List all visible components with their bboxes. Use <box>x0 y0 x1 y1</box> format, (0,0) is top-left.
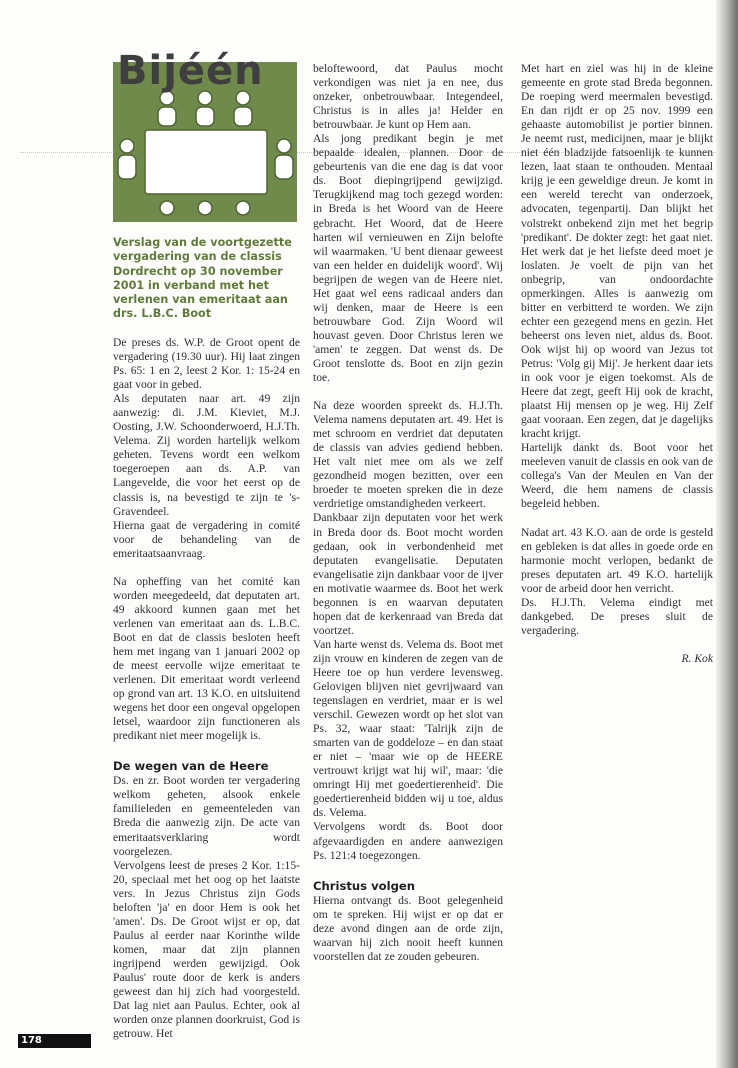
text-column-3 <box>521 62 713 666</box>
paragraph: Vervolgens leest de preses 2 Kor. 1:15-20, speciaal met het oog op het laatste vers. In Jezus Christus zijn Gods beloften 'ja' en door Hem is ook het 'amen'. Ds. De Groot wijst er op, dat Paulus al eerder naar Korinthe wilde komen, maar dat zijn plannen ingrijpend werden gewijzigd. Ook Paulus' route door de kerk is anders geweest dan hij zich had voorgesteld. Dat lag niet aan Paulus. Echter, ook al worden onze plannen doorkruist, God is getrouw. Het <box>113 858 300 1041</box>
page-edge-shadow <box>716 0 738 1068</box>
article-subtitle: Verslag van de voortgezette vergadering van de classis Dordrecht op 30 november 2001 in verband met het verlenen van emeritaat aan drs. L.B.C. Boot <box>113 236 292 321</box>
paragraph: Vervolgens wordt ds. Boot door afgevaardigden en andere aanwezigen Ps. 121:4 toegezongen. <box>313 820 503 862</box>
paragraph: Na deze woorden spreekt ds. H.J.Th. Velema namens deputaten art. 49. Het is met schroom en verdriet dat deputaten de classis van advies gediend hebben. Het valt niet mee om als we zelf gezondheid mogen bezitten, over een broeder te moeten spreken die in deze verdrietige omstandigheden verkeert. <box>313 399 503 511</box>
paragraph: Hierna ontvangt ds. Boot gelegenheid om te spreken. Hij wijst er op dat er deze avond dingen aan de orde zijn, waarvan hij zich nooit heeft kunnen voorstellen dat ze zouden gebeuren. <box>313 893 503 963</box>
paragraph: Dankbaar zijn deputaten voor het werk in Breda door ds. Boot mocht worden gedaan, ook in verbondenheid met deputaten evangelisatie. Deputaten evangelisatie zijn dankbaar voor de ijver en motivatie waarmee ds. Boot het werk begonnen is en waarvan deputaten hopen dat de kerkenraad van Breda dat voortzet. <box>313 511 503 637</box>
text-column-2 <box>313 62 503 964</box>
paragraph: Hartelijk dankt ds. Boot voor het meeleven vanuit de classis en ook van de collega's Van der Meulen en Van der Weerd, die hem namens de classis begeleid hebben. <box>521 441 713 511</box>
section-heading: Christus volgen <box>313 878 416 893</box>
page-number: 178 <box>18 1034 91 1048</box>
paragraph: Ds. en zr. Boot worden ter vergadering welkom geheten, alsook enkele familieleden en gemeenteleden van Breda die aanwezig zijn. De acte van emeritaatsverklaring wordt voorgelezen. <box>113 774 300 858</box>
paragraph: De preses ds. W.P. de Groot opent de vergadering (19.30 uur). Hij laat zingen Ps. 65: 1 en 2, leest 2 Kor. 1: 15-24 en gaat voor in gebed. <box>113 336 300 392</box>
section-heading: De wegen van de Heere <box>113 759 269 774</box>
page-title: Bijéén <box>117 48 264 94</box>
paragraph: Na opheffing van het comité kan worden meegedeeld, dat deputaten art. 49 akkoord kunnen gaan met het verlenen van emeritaat aan ds. L.B.C. Boot en dat de classis besloten heeft hem met ingang van 1 januari 2002 op de meest eervolle wijze emeritaat te verlenen. Dit emeritaat wordt verleend op grond van art. 13 K.O. en uitsluitend wegens het door een ongeval opgelopen letsel, waardoor zijn functioneren als predikant niet meer mogelijk is. <box>113 574 300 743</box>
paragraph: Ds. H.J.Th. Velema eindigt met dankgebed. De preses sluit de vergadering. <box>521 595 713 637</box>
paragraph: Met hart en ziel was hij in de kleine gemeente en grote stad Breda begonnen. De roeping werd meermalen bevestigd. En dan rijdt er op 25 nov. 1999 een gehaaste automobilist je portier binnen. Je neemt rust, medicijnen, maar je blijkt niet één bladzijde fatsoenlijk te kunnen lezen, laat staan te onthouden. Mentaal krijg je een geweldige dreun. Je komt in een wereld terecht van onderzoek, advocaten, tegenpartij. Dan blijkt het volstrekt onbekend zijn met het begrip 'predikant'. De dokter zegt: het gaat niet. Het werk dat je het liefste deed moet je loslaten. Je voelt de pijn van het onbegrip, van ondoordachte opmerkingen. Alles is aanwezig om bitter en verbitterd te worden. We zijn echter een gezegend mens en gezin. Het beheerst ons leven niet, aldus ds. Boot. Ook wijst hij op woord van Jezus tot Petrus: 'Volg gij Mij'. Je herkent daar iets in ook voor je eigen toekomst. Als de Heere dat zegt, geeft Hij ook de kracht, plaatst Hij mensen op je weg. Hij Zelf gaat vooraan. Een zegen, dat je dagelijks kracht krijgt. <box>521 62 713 441</box>
paragraph: Nadat art. 43 K.O. aan de orde is gesteld en gebleken is dat alles in goede orde en harmonie mocht verlopen, bedankt de preses deputaten art. 49 K.O. hartelijk voor de arbeid door hen verricht. <box>521 525 713 595</box>
text-column-1 <box>113 336 300 1041</box>
paragraph: Als jong predikant begin je met bepaalde idealen, plannen. Door de gebeurtenis van die ene dag is dat voor ds. Boot diepingrijpend gewijzigd. Terugkijkend mag toch gezegd worden: in Breda is het Woord van de Heere gebracht. Het Woord, dat de Heere harten wil vernieuwen en Zijn belofte wil waarmaken. 'U bent dienaar geweest van een helder en duidelijk woord'. Wij begrijpen de wegen van de Heere niet. Het gaat wel eens radicaal anders dan wij denken, maar de Heere is een betrouwbare God. Zijn Woord wil houvast geven. Door Christus leren we 'amen' te zeggen. Dat wenst ds. De Groot tenslotte ds. Boot en zijn gezin toe. <box>313 132 503 385</box>
paragraph: beloftewoord, dat Paulus mocht verkondigen was niet ja en nee, dus onzeker, onbetrouwbaar. Integendeel, Christus is in alles ja! Helder en betrouwbaar. Je kunt op Hem aan. <box>313 62 503 132</box>
author-signature: R. Kok <box>681 651 713 665</box>
paragraph: Van harte wenst ds. Velema ds. Boot met zijn vrouw en kinderen de zegen van de Heere toe op hun verdere levensweg. Gelovigen blijven niet gevrijwaard van tegenslagen en verdriet, maar er is wel verschil. Gewezen wordt op het slot van Ps. 32, waar staat: 'Talrijk zijn de smarten van de goddeloze – en dan staat er niet – 'maar wie op de HEERE vertrouwt krijgt wat hij wil', maar: 'die omringt Hij met goedertierenheid'. Die goedertierenheid bidden wij u toe, aldus ds. Velema. <box>313 637 503 820</box>
paragraph: Hierna gaat de vergadering in comité voor de behandeling van de emeritaatsaanvraag. <box>113 518 300 560</box>
paragraph: Als deputaten naar art. 49 zijn aanwezig: di. J.M. Kieviet, M.J. Oosting, J.W. Schoonderwoerd, H.J.Th. Velema. Zij worden hartelijk welkom geheten. Tevens wordt een welkom toegeroepen aan ds. A.P. van Langevelde, die voor het eerst op de classis is, na bevestigd te zijn te 's-Gravendeel. <box>113 392 300 518</box>
